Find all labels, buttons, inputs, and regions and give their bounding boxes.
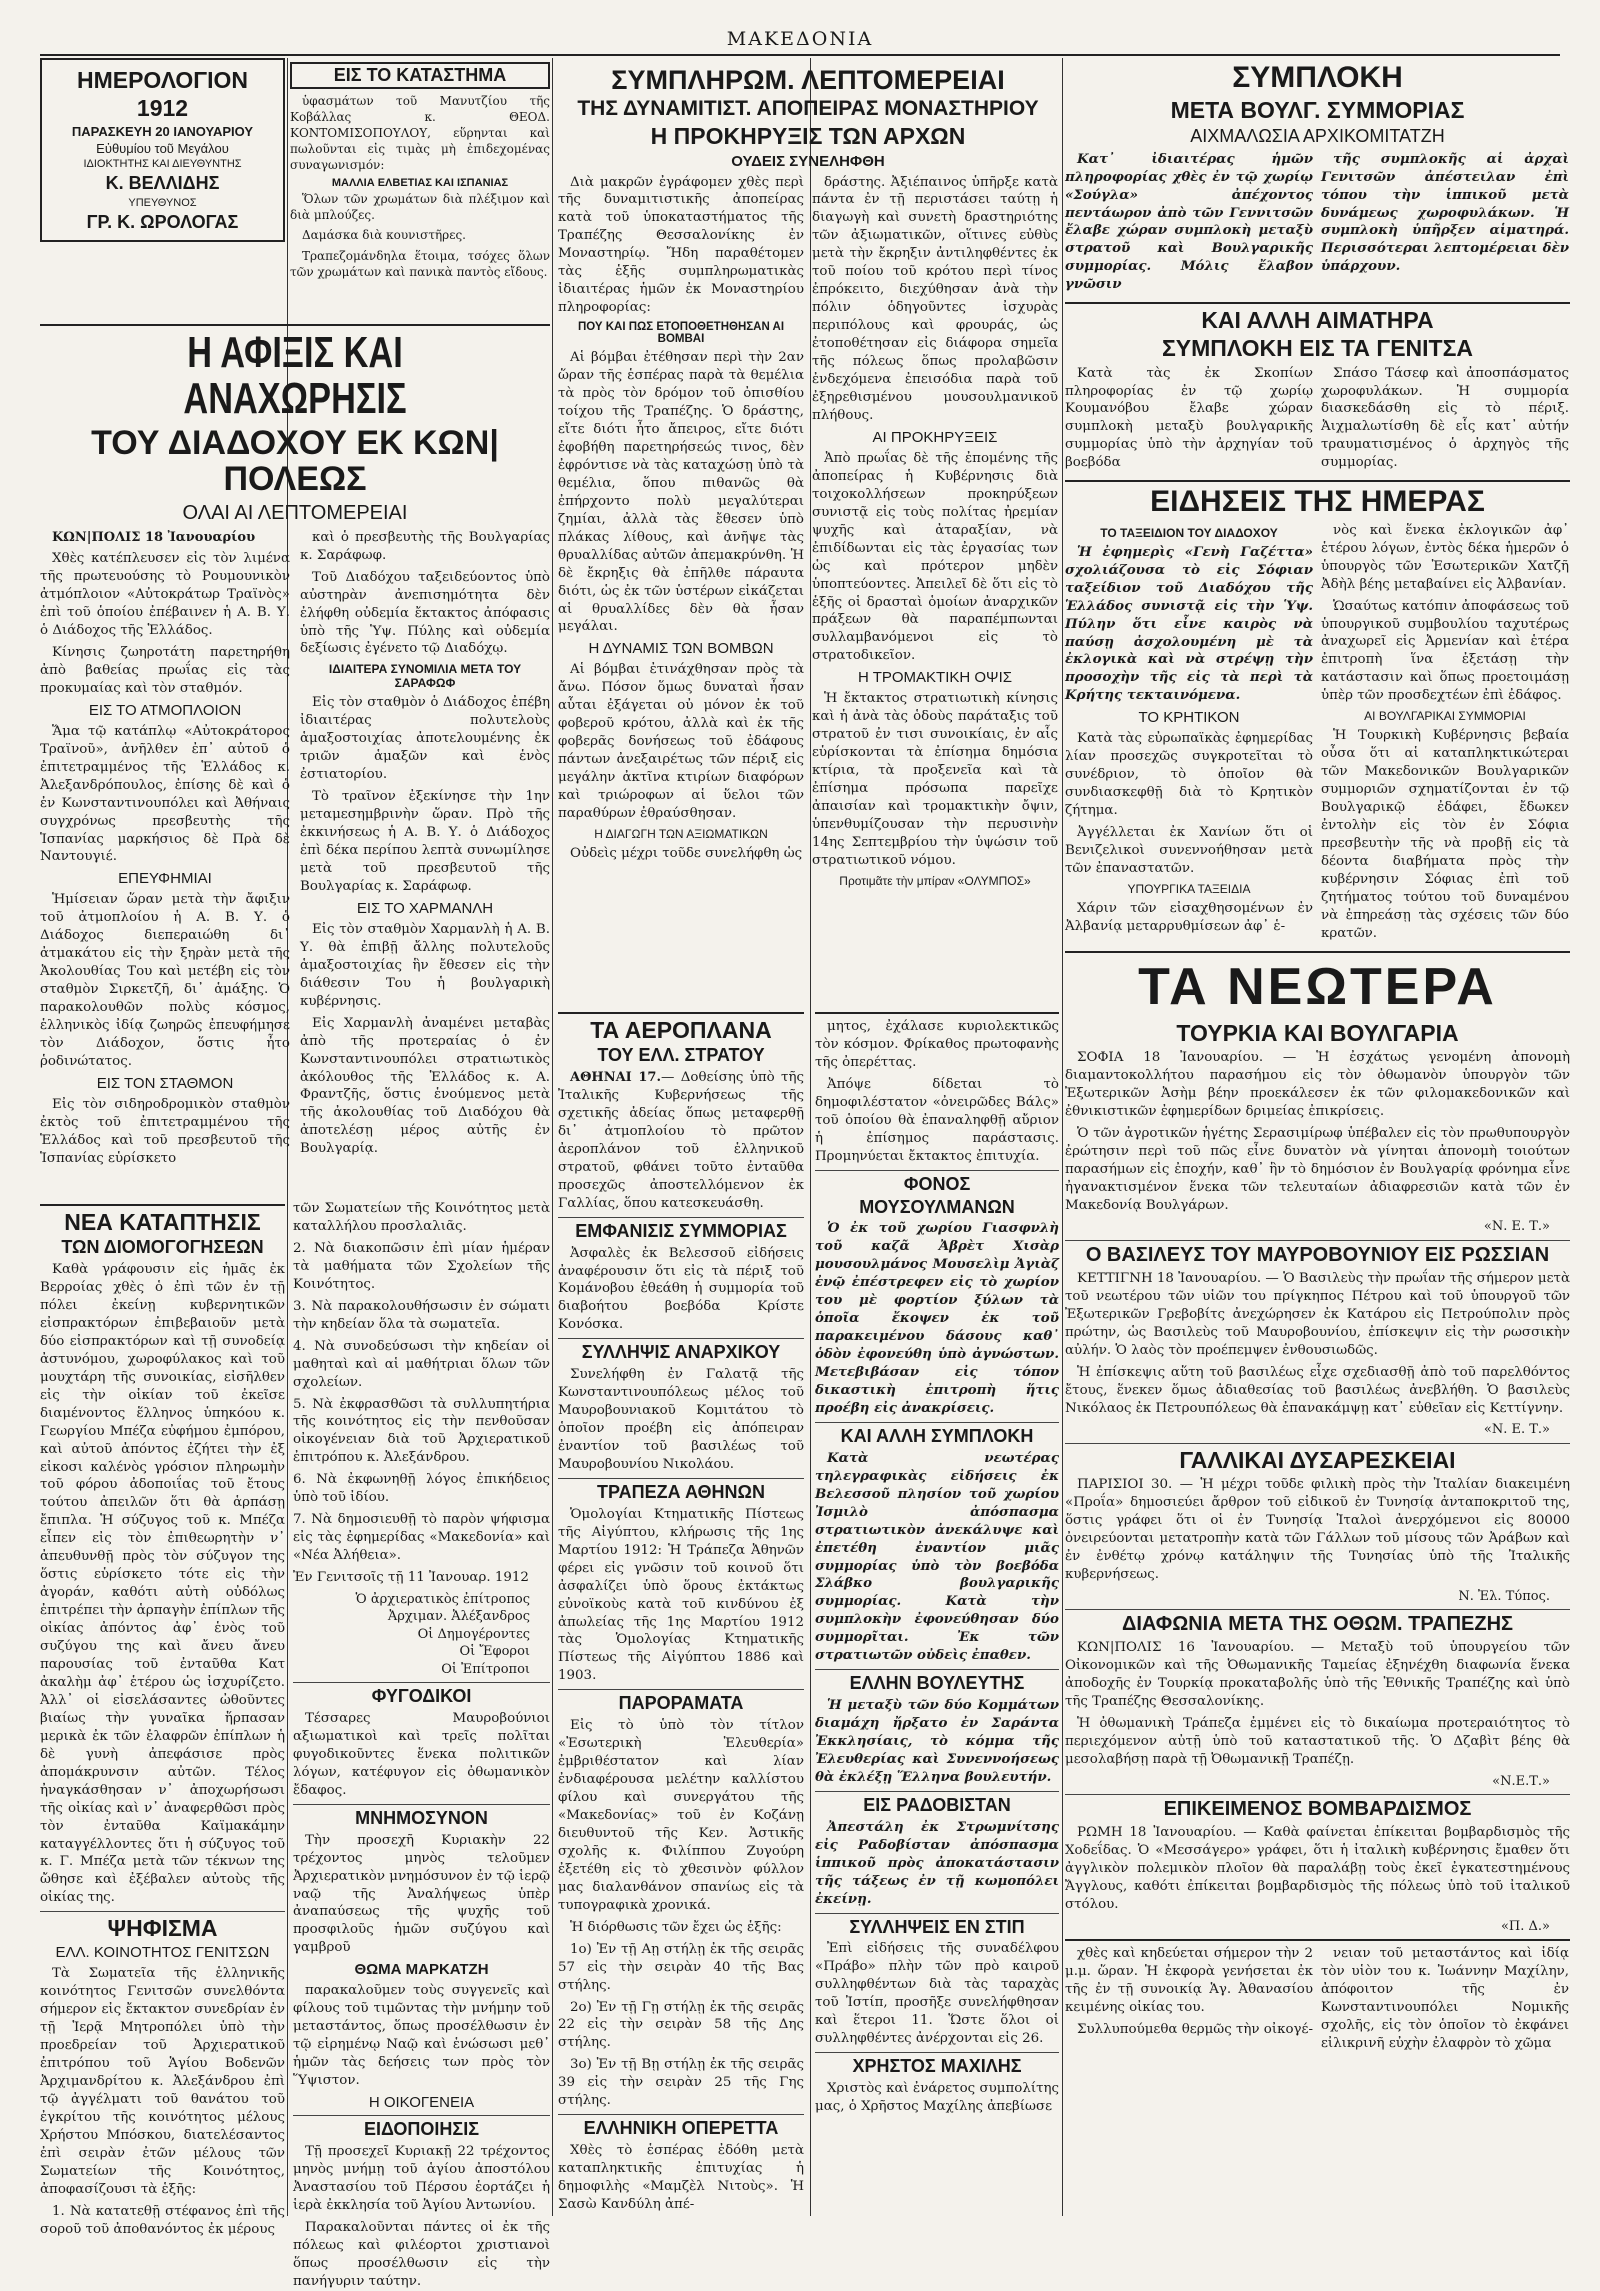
store-text: ὑφασμάτων τοῦ Μανυτζίου τῆς Κοβάλλας κ. ΘΕΟΔ. ΚΟΝΤΟΜΙΣΟΠΟΥΛΟΥ, εὕρηνται καὶ πωλοῦνται εἰς τιμὰς μὴ ἐπιδεχομένας συναγωνισμόν: — [290, 93, 550, 173]
turkey-paragraph: ΣΟΦΙΑ 18 Ἰανουαρίου. — Ἡ ἐσχάτως γενομένη ἀπονομὴ διαμαντοκολλήτου παρασήμου εἰς τὸν ὀθωμανὸν ὑπουργὸν τῶν Ἐξωτερικῶν Ἀσὴμ βέην προεκάλεσεν ἐκ τῶν φιλομακεδονικῶν καὶ ἐθνικιστικῶν ἐφημερίδων δριμείας ἐπικρίσεις. — [1065, 1049, 1570, 1119]
bloody-headline-2: ΣΥΜΠΛΟΚΗ ΕΙΣ ΤΑ ΓΕΝΙΤΣΑ — [1161, 335, 1474, 362]
arrivals-paragraph: Ἡμίσειαν ὥραν μετὰ τὴν ἄφιξιν τοῦ ἀτμοπλοίου ἡ Α. Β. Υ. ὁ Διάδοχος διεπεραιώθη δι᾽ ἀτμακάτου εἰς τὴν ξηρὰν μετὰ τῆς Ἀκολουθίας Του καὶ μετέβη εἰς τὸν σταθμὸν Σιρκετζῆ, δι᾽ ἁμάξης. Ὁ παρακολουθῶν πολὺς κόσμος, ἑλληνικὸς ἰδίᾳ ζωηρῶς ἐπευφήμησε τὸν Διάδοχον, ὅστις ἦτο ῥοδινώτατος. — [40, 892, 290, 1069]
column-5 — [1065, 58, 1570, 2216]
arrivals-headline: Η ΑΦΙΞΙΣ ΚΑΙ ΑΝΑΧΩΡΗΣΙΣ — [183, 328, 407, 424]
airplanes-continued: Ἀπόψε δίδεται τὸ δημοφιλέστατον «ὀνειρῶδες Βάλς» τοῦ ὁποίου θὰ ἐπαναληφθῇ αὔριον ἡ ἐπίσημος παράστασις. Προμηνύεται ἔκτακτος ἐπιτυχία. — [815, 1076, 1059, 1164]
decree-headline: ΨΗΦΙΣΜΑ — [107, 1915, 218, 1942]
column-rule — [552, 58, 553, 2216]
decree-signature: Οἱ Δημογέροντες — [417, 1626, 530, 1642]
arrivals-paragraph: Εἰς τὸν σταθμὸν ὁ Διάδοχος ἐπέβη ἰδιαιτέρας πολυτελοὺς ἁμαξοστοιχίας ἀποτελουμένης ἐκ τριῶν ἁμαξῶν καὶ ἑνὸς ἐστιατορίου. — [300, 695, 550, 783]
decree-paragraph: 1. Νὰ κατατεθῇ στέφανος ἐπὶ τῆς σοροῦ τοῦ ἀποθανόντος ἐκ μέρους — [40, 2203, 285, 2237]
king-paragraph: ΚΕΤΤΙΓΝΗ 18 Ἰανουαρίου. — Ὁ Βασιλεὺς τὴν πρωΐαν τῆς σήμερον μετὰ τοῦ νεωτέρου τῶν υἱῶν του πρίγκηπος Πέτρου καὶ τοῦ ὑπουργοῦ τῶν Ἐξωτερικῶν Γρεβοβίτς ἀνεχώρησεν ἐκ Κατάρου εἰς Πετρούπολιν πρὸς πρώτην, ὡς Βασιλεὺς τοῦ Μαυροβουνίου, ἐπίσκεψιν εἰς τὴν ρωσσικὴν αὐλήν. Ὁ λαὸς τὸν προέπεμψεν ἐνθουσιωδῶς. — [1065, 1270, 1570, 1358]
bombardment-paragraph: ΡΩΜΗ 18 Ἰανουαρίου. — Καθὰ φαίνεται ἐπίκειται βομβαρδισμὸς τῆς Χοδεΐδας. Ὁ «Μεσσάγερο» γράφει, ὅτι ἡ ἰταλικὴ κυβέρνησις ἔμαθεν ὅτι ἀγγλικὸν πολεμικὸν πλοῖον θὰ παραλάβῃ τοὺς ἐκεῖ ἐγκατεστημένους Ἄγγλους, καθότι ἐπίκειται βομβαρδισμὸς τῆς πόλεως ὑπὸ τοῦ ἰταλικοῦ στόλου. — [1065, 1825, 1570, 1913]
arrivals-dateline: ΚΩΝ|ΠΟΛΙΣ 18 Ἰανουαρίου — [52, 529, 256, 545]
king-source: «Ν. Ε. Τ.» — [1483, 1422, 1550, 1438]
operetta-headline: ΕΛΛΗΝΙΚΗ ΟΠΕΡΕΤΤΑ — [583, 2118, 779, 2139]
plot-paragraph: Αἱ βόμβαι ἐτινάχθησαν πρὸς τὰ ἄνω. Πόσον ὅμως δυναταὶ ἦσαν αὗται ἐξάγεται οὐ μόνον ἐκ τοῦ φοβεροῦ κρότου, ἀλλὰ καὶ ἐκ τῆς φοβερᾶς δονήσεως τοῦ ἐδάφους πάντων ἀνεξαιρέτως τῶν πέριξ εἰς μεγάλην ἀκτῖνα κτιρίων διαφόρων καὶ τριώροφων αἱ ὕελοι τῶν παραθύρων ἐθραύσθησαν. — [558, 662, 804, 822]
gang-paragraph: Ἀσφαλὲς ἐκ Βελεσσοῦ εἰδήσεις ἀναφέρουσιν ὅτι εἰς τὰ πέριξ τοῦ Κομάνοβου ἐθεάθη ἡ συμμορία τοῦ διαβοήτου βοεβόδα Κρίστε Κονόσκα. — [558, 1245, 804, 1333]
arrivals-paragraph: Εἰς Χαρμανλὴ ἀναμένει μεταβὰς ἀπὸ τῆς προτεραίας ὁ ἐν Κωνσταντινουπόλει στρατιωτικὸς ἀκόλουθος τῆς Ἑλλάδος κ. Α. Φραντζῆς, ὅστις ἑνούμενος μετὰ τῆς ἀκολουθίας τοῦ Διαδόχου θὰ ἀποτελέσῃ μέρος αὐτῆς ἐν Βουλγαρίᾳ. — [300, 1015, 550, 1157]
decree-item: 3. Νὰ παρακολουθήσωσιν ἐν σώματι τὴν κηδείαν ὅλα τὰ σωματεῖα. — [293, 1298, 550, 1332]
errata-item: 3ο) Ἐν τῇ Βῃ στήλῃ ἐκ τῆς σειρᾶς 39 εἰς τὴν σειρὰν 25 τῆς Γης στήλης. — [558, 2057, 804, 2109]
memorial-signature: Η ΟΙΚΟΓΕΝΕΙΑ — [368, 2094, 475, 2112]
french-source: Ν. Ἐλ. Τύπος. — [1458, 1588, 1550, 1604]
ottoman-bank-paragraph: ΚΩΝ|ΠΟΛΙΣ 16 Ἰανουαρίου. — Μεταξὺ τοῦ ὑπουργείου τῶν Οἰκονομικῶν καὶ τῆς Ὀθωμανικῆς Ταμείας ἐξηνέχθη διαφωνία ἕνεκα ἀποδοχῆς ἐν Τουρκίᾳ προκαταβολῆς ὑπὸ τῆς Ἐθνικῆς Τραπέζης καὶ ὑπὸ τῆς Τραπέζης Θεσσαλονίκης. — [1065, 1640, 1570, 1710]
news-paragraph: Κατὰ τὰς εὐρωπαϊκὰς ἐφημερίδας λίαν προσεχῶς συγκροτεῖται τὸ συνέδριον, τὸ ὁποῖον θὰ συνδιασκεφθῇ διὰ τὸ Κρητικὸν ζήτημα. — [1065, 731, 1313, 819]
errata-headline: ΠΑΡΟΡΑΜΑΤΑ — [618, 1693, 744, 1714]
radoviste-paragraph: Ἀπεστάλη ἐκ Στρωμνίτσης εἰς Ραδοβίσταν ἀπόσπασμα ἱππικοῦ πρὸς ἀποκατάστασιν τῆς τάξεως ἐν τῇ κωμοπόλει ἐκείνῃ. — [815, 1818, 1059, 1907]
plot-headline-2: ΤΗΣ ΔΥΝΑΜΙΤΙΣΤ. ΑΠΟΠΕΙΡΑΣ ΜΟΝΑΣΤΗΡΙΟΥ — [577, 97, 1039, 121]
murder-headline-2: ΜΟΥΣΟΥΛΜΑΝΩΝ — [859, 1196, 1015, 1217]
operetta-paragraph: Χθὲς τὸ ἑσπέρας ἐδόθη μετὰ καταπληκτικῆς ἐπιτυχίας ἡ δημοφιλὴς «Μαμζὲλ Νιτοὺς». Ἡ Σασὼ Κανδύλη ἀπέ- — [558, 2143, 804, 2212]
bloody-paragraph: Κατὰ τὰς ἐκ Σκοπίων πληροφορίας ἐν τῷ χωρίῳ Κουμανόβου ἔλαβε χώραν συμπλοκὴ μεταξὺ βουλγαρικῆς συμμορίας ὑπὸ τὴν ἀρχηγίαν τοῦ βοεβόδα — [1065, 365, 1313, 471]
decree-item: 5. Νὰ ἐκφρασθῶσι τὰ συλλυπητήρια τῆς κοινότητος εἰς τὴν πενθοῦσαν οἰκογένειαν διὰ τοῦ Ἀρχιερατικοῦ ἐπιτρόπου κ. Ἀλεξάνδρου. — [293, 1396, 550, 1466]
airplanes-paragraph: — Δοθείσης ὑπὸ τῆς Ἰταλικῆς Κυβερνήσεως τῆς σχετικῆς ἀδείας ὅπως μεταφερθῇ δι᾽ ἀτμοπλοίου τὸ πρῶτον ἀεροπλάνον τοῦ ἑλληνικοῦ στρατοῦ, φθάνει τοῦτο ἐνταῦθα προσεχῶς ἀποστελλόμενον ἐκ Γαλλίας, ὅπου κατεσκευάσθη. — [558, 1070, 804, 1211]
plot-section-head: ΑΙ ΠΡΟΚΗΡΥΞΕΙΣ — [872, 428, 998, 446]
machilis-continued: χθὲς καὶ κηδεύεται σήμερον τὴν 2 μ.μ. ὥραν. Ἡ ἐκφορὰ γενήσεται ἐκ τῆς ἐν τῇ συνοικίᾳ Ἁγ. Ἀθανασίου κειμένης οἰκίας του. — [1065, 1946, 1313, 2016]
plot-section-head: Η ΔΙΑΓΩΓΗ ΤΩΝ ΑΞΙΩΜΑΤΙΚΩΝ — [594, 826, 768, 841]
notice-headline: ΕΙΔΟΠΟΙΗΣΙΣ — [363, 2119, 480, 2140]
machilis-continued: Συλλυπούμεθα θερμῶς τὴν οἰκογέ- — [1077, 2022, 1314, 2038]
arrivals-paragraph: Ἅμα τῷ κατάπλῳ «Αὐτοκράτορος Τραϊνοῦ», ἀνῆλθεν ἐπ᾽ αὐτοῦ ὁ ἐπιτετραμμένος τῆς Ἑλλάδος κ. Ἀλεξανδρόπουλος, ἐπίσης δὲ καὶ ὁ ἐν Κωνσταντινουπόλει καὶ Ἀθήναις συγχρόνως πρεσβευτὴς τῆς Ἱσπανίας μαρκήσιος δὲ Πρὰ δὲ Ναντουγιέ. — [40, 723, 290, 865]
memorial-paragraph: παρακαλοῦμεν τοὺς συγγενεῖς καὶ φίλους τοῦ τιμῶντας τὴν μνήμην τοῦ μεταστάντος, ὅπως προσέλθωσιν ἐν τῷ εἰρημένῳ Ναῷ καὶ ἑνώσωσι μεθ᾽ ἡμῶν τὰς δεήσεις των πρὸς τὸν Ὕψιστον. — [293, 1983, 550, 2089]
news-paragraph: Ὡσαύτως κατόπιν ἀποφάσεως τοῦ ὑπουργικοῦ συμβουλίου ταχυτέρως ἀναχωρεῖ εἰς Ἀρμενίαν καὶ ἑτέρα ἐπιτροπὴ ἵνα ἐξετάσῃ τὴν κατάστασιν καὶ ὅπως προετοιμάσῃ ὑπὲρ τῶν προσδεχτέων ἐπὶ ἐδάφος. — [1321, 598, 1569, 704]
arrivals-section-head: ΕΙΣ ΤΟΝ ΣΤΑΘΜΟΝ — [96, 1074, 234, 1092]
machilis-paragraph: Χριστὸς καὶ ἐνάρετος συμπολίτης μας, ὁ Χρῆστος Μαχίλης ἀπεβίωσε — [815, 2081, 1059, 2114]
news-section-head: ΥΠΟΥΡΓΙΚΑ ΤΑΞΕΙΔΙΑ — [1127, 881, 1251, 896]
plot-paragraph: Οὐδεὶς μέχρι τοῦδε συνελήφθη ὡς — [570, 845, 803, 861]
news-headline: ΕΙΔΗΣΕΙΣ ΤΗΣ ΗΜΕΡΑΣ — [1150, 485, 1485, 519]
clash-subhead: ΑΙΧΜΑΛΩΣΙΑ ΑΡΧΙΚΟΜΙΤΑΤΖΗ — [1190, 125, 1445, 146]
arrivals-paragraph: Εἰς τὸν σταθμὸν Χαρμανλὴ ἡ Α. Β. Υ. θὰ ἐπιβῇ ἄλλης πολυτελοῦς ἁμαξοστοιχίας ἣν ἔθεσεν εἰς τὴν διάθεσιν Του ἡ βουλγαρικὴ κυβέρνησις. — [300, 921, 550, 1009]
strikes-headline: ΣΥΛΛΗΨΕΙΣ ΕΝ ΣΤΙΠ — [849, 1916, 1025, 1937]
latest-headline: ΤΑ ΝΕΩΤΕΡΑ — [1138, 957, 1497, 1016]
bombardment-headline: ΕΠΙΚΕΙΜΕΝΟΣ ΒΟΜΒΑΡΔΙΣΜΟΣ — [1163, 1798, 1472, 1821]
arrivals-section-head: ΙΔΙΑΙΤΕΡΑ ΣΥΝΟΜΙΛΙΑ ΜΕΤΑ ΤΟΥ ΣΑΡΑΦΩΦ — [328, 662, 522, 691]
news-section-head: ΤΟ ΚΡΗΤΙΚΟΝ — [1138, 709, 1240, 727]
airplanes-headline: ΤΑ ΑΕΡΟΠΛΑΝΑ — [590, 1017, 772, 1043]
memorial-headline: ΜΝΗΜΟΣΥΝΟΝ — [355, 1807, 488, 1828]
news-paragraph: Ἡ Τουρκικὴ Κυβέρνησις βεβαία οὖσα ὅτι αἱ καταπληκτικώτεραι τῶν Μακεδονικῶν Βουλγαρικῶν συμμοριῶν σχηματίζονται ἐν τῷ Βουλγαρικῷ ἐδάφει, ἔδωκεν ἐντολὴν εἰς τὸν ἐν Σόφια πρεσβευτὴν τῆς νὰ προβῇ εἰς τὰ δέοντα διαβήματα πρὸς τὴν κυβέρνησιν Σόφιας ἐπὶ τοῦ ζητήματος τούτου τοῦ δυναμένου νὰ ἐπηρεάσῃ τὰς σχέσεις τῶν δύο κρατῶν. — [1321, 728, 1569, 941]
store-text-2: Ὅλων τῶν χρωμάτων διὰ πλέξιμον καὶ διὰ μπλούζες. — [290, 192, 550, 223]
decree-item: 7. Νὰ δημοσιευθῇ τὸ παρὸν ψήφισμα εἰς τὰς ἐφημερίδας «Μακεδονία» καὶ «Νέα Ἀλήθεια». — [293, 1512, 550, 1564]
store-text-4: Τραπεζομάνδηλα ἕτοιμα, τσόχες ὅλων τῶν χρωμάτων καὶ πανικὰ παντὸς εἴδους. — [290, 248, 550, 279]
arrivals-paragraph: Εἰς τὸν σιδηροδρομικὸν σταθμὸν ἐκτὸς τοῦ ἐπιτετραμμένου τῆς Ἑλλάδος καὶ τοῦ πρεσβευτοῦ τῆς Ἱσπανίας εὑρίσκετο — [40, 1096, 290, 1166]
calendar-year: 1912 — [136, 95, 189, 122]
memorial-paragraph: Τὴν προσεχῆ Κυριακὴν 22 τρέχοντος μηνὸς τελοῦμεν Ἀρχιερατικὸν μνημόσυνον ἐν τῷ ἱερῷ ναῷ τῆς Ἀναλήψεως ὑπὲρ ἀναπαύσεως τῆς ψυχῆς τοῦ προσφιλοῦς ἡμῶν συζύγου καὶ γαμβροῦ — [293, 1832, 550, 1956]
new-cases-headline: ΝΕΑ ΚΑΤΑΠΤΗΣΙΣ — [64, 1209, 261, 1235]
arrivals-headline-2: ΤΟΥ ΔΙΑΔΟΧΟΥ ΕΚ ΚΩΝ|ΠΟΛΕΩΣ — [91, 424, 499, 499]
owner-label: ΙΔΙΟΚΤΗΤΗΣ ΚΑΙ ΔΙΕΥΘΥΝΤΗΣ — [83, 158, 242, 171]
beer-ad: Προτιμᾶτε τὴν μπίραν «ΟΛΥΜΠΟΣ» — [839, 873, 1031, 888]
column-rule — [1062, 58, 1063, 2216]
decree-item: 4. Νὰ συνοδεύσωσι τὴν κηδείαν οἱ μαθηταὶ καὶ αἱ μαθήτριαι ὅλων τῶν σχολείων. — [293, 1338, 550, 1390]
anarchist-paragraph: Συνελήφθη ἐν Γαλατᾷ τῆς Κωνσταντινουπόλεως μέλος τοῦ Μαυροβουνιακοῦ Κομιτάτου τὸ ὁποῖον προέβη εἰς ἀπόπειραν ἐναντίον τοῦ βασιλέως τοῦ Μαυροβουνίου Νικολάου. — [558, 1367, 804, 1472]
fugitives-paragraph: Τέσσαρες Μαυροβούνιοι αξιωματικοὶ καὶ τρεῖς πολῖται φυγοδικοῦντες ἕνεκα πολιτικῶν λόγων, κατέφυγον εἰς ὀθωμανικὸν ἔδαφος. — [293, 1710, 550, 1798]
machilis-headline: ΧΡΗΣΤΟΣ ΜΑΧΙΛΗΣ — [852, 2056, 1022, 2077]
ottoman-bank-headline: ΔΙΑΦΩΝΙΑ ΜΕΤΑ ΤΗΣ ΟΘΩΜ. ΤΡΑΠΕΖΗΣ — [1121, 1613, 1514, 1636]
decree-item: τῶν Σωματείων τῆς Κοινότητος μετὰ καταλλήλου προσλαλιᾶς. — [293, 1201, 550, 1234]
news-paragraph: Ἀγγέλλεται ἐκ Χανίων ὅτι οἱ Βενιζελικοὶ συνεννοήθησαν μετὰ τῶν ἐπαναστατῶν. — [1065, 825, 1313, 877]
bloody-paragraph: Σπάσο Τάσεφ καὶ ἀποσπάσματος χωροφυλάκων. Ἡ συμμορία διασκεδάσθη εἰς τὸ πέριξ. Ἀιχμαλωτίσθη δὲ εἷς κατ᾽ αὐτήν τραυματισμένος ὁ ἀρχηγὸς τῆς συμμορίας. — [1321, 365, 1569, 471]
news-paragraph: Χάριν τῶν εἰσαχθησομένων ἐν Ἀλβανίᾳ μεταρρυθμίσεων ἀφ᾽ ἑ- — [1065, 900, 1313, 934]
notice-paragraph: Παρακαλοῦνται πάντες οἱ ἐκ τῆς πόλεως καὶ φιλέορτοι χριστιανοὶ ὅπως προσέλθωσιν εἰς τὴν πανήγυριν ταύτην. — [293, 2219, 550, 2289]
store-sub: ΜΑΛΛΙΑ ΕΛΒΕΤΙΑΣ ΚΑΙ ΙΣΠΑΝΙΑΣ — [331, 177, 509, 190]
store-text-3: Δαμάσκα διὰ κουνιστῆρες. — [302, 228, 466, 243]
arrivals-section-head: ΕΙΣ ΤΟ ΧΑΡΜΑΝΛΗ — [356, 899, 494, 917]
another-clash-headline: ΚΑΙ ΑΛΛΗ ΣΥΜΠΛΟΚΗ — [840, 1425, 1034, 1446]
murder-headline: ΦΟΝΟΣ — [903, 1173, 971, 1194]
airplanes-headline-2: ΤΟΥ ΕΛΛ. ΣΤΡΑΤΟΥ — [597, 1045, 765, 1066]
plot-story — [558, 62, 1058, 1002]
turkey-source: «Ν. Ε. Τ.» — [1483, 1219, 1550, 1235]
plot-paragraph: Αἱ βόμβαι ἐτέθησαν περὶ τὴν 2αν ὥραν τῆς ἑσπέρας παρὰ τὰ θεμέλια τὰ πρὸς τὸν δρόμον τοῦ ὀπισθίου τοίχου τῆς Τραπέζης. Ὁ δράστης, εἴτε διότι ἦτο ἄπειρος, εἴτε διότι ἐφοβήθη παρετηρήσεώς τινος, δὲν ἐφρόντισε νὰ τὰς καταχώσῃ ὑπὸ τὰ θεμέλια, ὅπου πιθανῶς θὰ ἐπήρχοντο πολὺ μεγαλύτεραι ζημίαι, ἀλλὰ τὰς ἔθεσεν ὑπὸ πλάκας λίθους, καὶ ἀνῆψε τὰς θρυαλλίδας αὐτῶν ἀπεμακρύνθη. Ἡ δὲ ἔκρηξις θὰ ἐπῆλθε πάραυτα διότι, ὡς ἐκ τῶν ὑστέρων εἰκάζεται αἱ θρυαλλίδες δὲν θὰ ἦσαν μεγάλαι. — [558, 350, 804, 635]
turkey-paragraph: Ὁ τῶν ἀγροτικῶν ἡγέτης Σερασιμίρωφ ὑπέβαλεν εἰς τὸν πρωθυπουργὸν ἐρώτησιν περὶ τοῦ πῶς εἶνε δυνατὸν νὰ γίνηται ἀπονομὴ τοιούτων παρασήμων εἰς ἐποχήν, καθ᾽ ἣν τὸ δημόσιον ἐν Βουλγαρίᾳ φρόνημα εἶνε ἠγανακτισμένον ἕνεκα τῶν τελευταίων ἀδιαφρεσιῶν κατὰ τῶν ἐν Μακεδονίᾳ Βουλγάρων. — [1065, 1125, 1570, 1213]
arrivals-paragraph: Χθὲς κατέπλευσεν εἰς τὸν λιμένα τῆς πρωτευούσης τὸ Ρουμουνικὸν ἀτμόπλοιον «Αὐτοκράτωρ Τραϊνὸς» ἐπὶ τοῦ ὁποίου ἐπέβαινεν ἡ Α. Β. Υ. ὁ Διάδοχος τῆς Ἑλλάδος. — [40, 551, 290, 638]
news-paragraph: νὸς καὶ ἕνεκα ἐκλογικῶν ἀφ᾽ ἑτέρου λόγων, ἐντὸς δέκα ἡμερῶν ὁ ὑπουργὸς τῶν Ἐσωτερικῶν Χατζῆ Ἀδὴλ βέης μεταβαίνει εἰς Ἀλβανίαν. — [1321, 522, 1569, 592]
errata-paragraph: Ἡ διόρθωσις τῶν ἔχει ὡς ἑξῆς: — [570, 1919, 782, 1935]
french-paragraph: ΠΑΡΙΣΙΟΙ 30. — Ἡ μέχρι τοῦδε φιλικὴ πρὸς τὴν Ἰταλίαν διακειμένη «Προΐα» δημοσιεύει ἄρθρον τοῦ εἰδικοῦ ἐν Τυνησίᾳ ἀνταποκριτοῦ της, ὅστις γράφει ὅτι οἱ ἐν Τυνησίᾳ Ἰταλοὶ ἀνερχόμενοι εἰς 80000 ὀνειρεύονται μετατροπὴν κατὰ τῶν Γάλλων τοῦ μίσους τῶν Ἀράβων καὶ ἐν ἐνθέτῳ χρόνῳ κατάληψιν τῆς Τυνησίας ὑπὸ τῆς Ἰταλικῆς κυβερνήσεως. — [1065, 1477, 1570, 1582]
calendar-date: ΠΑΡΑΣΚΕΥΗ 20 ΙΑΝΟΥΑΡΙΟΥ — [71, 124, 254, 140]
news-section-head: ΑΙ ΒΟΥΛΓΑΡΙΚΑΙ ΣΥΜΜΟΡΙΑΙ — [1364, 709, 1526, 724]
arrivals-story — [40, 320, 550, 1190]
plot-section-head: Η ΔΥΝΑΜΙΣ ΤΩΝ ΒΟΜΒΩΝ — [588, 640, 774, 658]
errata-paragraph: Εἰς τὸ ὑπὸ τὸν τίτλον «Ἐσωτερικὴ Ἐλευθερία» ἐμβριθέστατον καὶ λίαν ἐνδιαφέρουσα μελέτην καλλίστου φίλου καὶ συνεργάτου τῆς «Μακεδονίας» τοῦ ἐν Κοζάνῃ διευθυντοῦ τῆς Κεν. Ἀστικῆς σχολῆς κ. Φιλίππου Ζυγούρη ἐξετέθη εἰς τὸ χθεσινὸν φύλλον μας διαλανθάνον σπανίως εἰς τὰ τυπογραφικὰ χρονικά. — [558, 1718, 804, 1913]
decree-signature: Οἱ Ἐπίτροποι — [441, 1661, 530, 1677]
murder-paragraph: Ὁ ἐκ τοῦ χωρίου Γιασφνλὴ τοῦ καζᾶ Ἀβρὲτ Χισὰρ μουσουλμάνος Μουσελὶμ Ἀγιὰζ ἐνῷ ἐπέστρεφεν εἰς τὸ χωρίον του μὲ φορτίον ξύλων τὰ ὁποῖα ἔκοψεν ἐκ τοῦ παρακειμένου δάσους καθ᾽ ὁδὸν ἐφονεύθη ὑπὸ ἀγνώστων. Μετεβιβάσαν εἰς τόπον δικαστικὴ ἐπιτροπὴ ἥτις προέβη εἰς ἀνακρίσεις. — [815, 1220, 1059, 1416]
clash-paragraph: τῆς συμπλοκῆς αἱ ἀρχαὶ Γενιτσῶν ἀπέστειλαν ἐπὶ τόπου τὴν ἱππικοῦ μετὰ δυνάμεως χωροφυλάκων. Ἡ συμπλοκὴ ὑπῆρξεν αἱματηρά. Περισσότεραι λεπτομέρειαι δὲν ὑπάρχουν. — [1321, 150, 1569, 275]
arrivals-section-head: ΕΠΕΥΦΗΜΙΑΙ — [118, 870, 212, 888]
clash-headline: ΣΥΜΠΛΟΚΗ — [1232, 61, 1403, 94]
decree-paragraph: Τὰ Σωματεῖα τῆς ἑλληνικῆς κοινότητος Γενιτσῶν συνελθόντα σήμερον εἰς ἔκτακτον συνεδρίαν ἐν τῇ Ἱερᾷ Μητροπόλει ὑπὸ τὴν προεδρείαν τοῦ Ἀρχιερατικοῦ ἐπιτρόπου τοῦ Ἁγίου Βοδενῶν Ἀρχιμανδρίτου κ. Ἀλεξάνδρου ἐπὶ τῷ ἀγγέλματι τοῦ θανάτου τοῦ ἐγκρίτου τῆς κοινότητος μέλους Χρήστου Μπόσκου, διατελέσαντος ἐπὶ σειρὰν ἐτῶν μέλους τῶν Σωματείων τῆς Κοινότητος, ἀποφασίζουσι τὰ ἑξῆς: — [40, 1966, 285, 2197]
ottoman-bank-paragraph: Ἡ ὀθωμανικὴ Τράπεζα ἐμμένει εἰς τὸ δικαίωμα προτεραιότητος τὸ περιεχόμενον αὐτῇ ὑπὸ τοῦ καταστατικοῦ τῆς. Ὁ Δζαβὶτ βέης θὰ μεσολαβήσῃ παρὰ τῇ Ὀθωμανικῇ Τραπέζῃ. — [1065, 1715, 1570, 1767]
plot-headline-3: Η ΠΡΟΚΗΡΥΞΙΣ ΤΩΝ ΑΡΧΩΝ — [650, 123, 966, 150]
arrivals-section-head: ΕΙΣ ΤΟ ΑΤΜΟΠΛΟΙΟΝ — [88, 701, 242, 719]
errata-item: 1ο) Ἐν τῇ Αῃ στήλῃ ἐκ τῆς σειρᾶς 57 εἰς τὴν σειρὰν 40 τῆς Βας στήλης. — [558, 1941, 804, 1993]
airplanes-dateline: ΑΘΗΝΑΙ 17. — [570, 1070, 661, 1086]
arrivals-paragraph: Τὸ τραῖνον ἐξεκίνησε τὴν 1ην μεταμεσημβρινὴν ὥραν. Πρὸ τῆς ἐκκινήσεως ἡ Α. Β. Υ. ὁ Διάδοχος ἐπὶ δέκα περίπου λεπτὰ συνωμίλησε μετὰ τοῦ πρεσβευτοῦ τῆς Βουλγαρίας κ. Σαράφωφ. — [300, 789, 550, 894]
another-clash-paragraph: Κατὰ νεωτέρας τηλεγραφικὰς εἰδήσεις ἐκ Βελεσσοῦ πλησίον τοῦ χωρίου Ἰσμιλὸ ἀπόσπασμα στρατιωτικὸν ἀνεκάλυψε καὶ ἐπετέθη ἐναντίον μιᾶς συμμορίας ὑπὸ τὸν βοεβόδα Σλάβκο βουλγαρικῆς συμμορίας. Κατὰ τὴν συμπλοκὴν ἐφονεύθησαν δύο συμμορῖται. Ἐκ τῶν στρατιωτῶν οὐδεὶς ἐπαθεν. — [815, 1449, 1059, 1664]
ottoman-bank-source: «Ν.Ε.Τ.» — [1492, 1773, 1550, 1789]
owner-name: Κ. ΒΕΛΛΙΔΗΣ — [105, 173, 220, 194]
column-2-lower — [293, 1200, 550, 2289]
decree-signature: Οἱ Ἔφοροι — [459, 1644, 530, 1660]
arrivals-subhead: ΟΛΑΙ ΑΙ ΛΕΠΤΟΜΕΡΕΙΑΙ — [182, 501, 408, 524]
plot-paragraph: δράστης. Ἀξιέπαινος ὑπῆρξε κατὰ πάντα ἐν τῇ περιστάσει ταύτῃ ἡ διαγωγὴ καὶ συνετὴ δραστηριότης τῶν ἀξιωματικῶν, οἵτινες εὐθὺς μετὰ τὴν ἔκρηξιν ἀντιληφθέντες ἐκ τοῦ ποίου τοῦ κρότου περὶ τίνος ἐπρόκειτο, διεχύθησαν ἀνὰ τὴν πόλιν ὁδηγοῦντες ἰσχυρὰς περιπόλους καὶ φρουράς, ὡς ἐτοποθέτησαν εἰς διάφορα σημεῖα τῆς πόλεως ὅπως προλαβῶσιν ἐνδεχόμενα ἐπεισόδια παρὰ τοῦ ἐξηρεθισμένου μουσουλμανικοῦ πλήθους. — [812, 174, 1058, 423]
store-title: ΕΙΣ ΤΟ ΚΑΤΑΣΤΗΜΑ — [290, 62, 550, 89]
calendar-box — [40, 58, 285, 242]
arrivals-paragraph: Κίνησις ζωηροτάτη παρετηρήθη ἀπὸ βαθείας πρωΐας εἰς τὰς προκυμαίας καὶ τὸν σταθμόν. — [40, 644, 290, 696]
french-headline: ΓΑΛΛΙΚΑΙ ΔΥΣΑΡΕΣΚΕΙΑΙ — [1179, 1446, 1456, 1473]
mp-headline: ΕΛΛΗΝ ΒΟΥΛΕΥΤΗΣ — [849, 1673, 1025, 1694]
plot-paragraph: Διὰ μακρῶν ἐγράφομεν χθὲς περὶ τῆς δυναμιτιστικῆς ἀποπείρας κατὰ τοῦ ὑποκαταστήματος τῆς Τραπέζης Θεσσαλονίκης ἐν Μοναστηρίῳ. Ἤδη παραθέτομεν τὰς ἑξῆς συμπληρωματικὰς ἰδιαιτέρας ἡμῶν ἐκ Μοναστηρίου πληροφορίας: — [558, 174, 804, 316]
fugitives-headline: ΦΥΓΟΔΙΚΟΙ — [371, 1686, 472, 1707]
strikes-paragraph: Ἐπὶ εἰδήσεις τῆς συναδέλφου «Πράβο» πλὴν τῶν πρὸ καιροῦ συλληφθέντων διὰ τὰς ταραχὰς τοῦ Ἰστίπ, προσῆξε συνελήφθησαν καὶ ἕτεροι 11. Ὥστε ὅλοι οἱ συλληφθέντες ἀνέρχονται εἰς 26. — [815, 1941, 1059, 2047]
king-paragraph: Ἡ ἐπίσκεψις αὕτη τοῦ βασιλέως εἶχε σχεδιασθῇ ἀπὸ τοῦ παρελθόντος ἔτους, ἕνεκεν ὅμως ἀδιαθεσίας τοῦ βασιλέως ἀνεβλήθη. Ὁ βασιλεὺς Νικόλαος ἐκ Πετρουπόλεως θὰ ἐπανακάμψῃ κατ᾽ εὐθεῖαν εἰς Κεττίγνην. — [1065, 1364, 1570, 1416]
king-headline: Ο ΒΑΣΙΛΕΥΣ ΤΟΥ ΜΑΥΡΟΒΟΥΝΙΟΥ ΕΙΣ ΡΩΣΣΙΑΝ — [1085, 1243, 1550, 1266]
masthead: ΜΑΚΕΔΟΝΙΑ — [40, 28, 1560, 56]
news-section-head: ΤΟ ΤΑΞΕΙΔΙΟΝ ΤΟΥ ΔΙΑΔΟΧΟΥ — [1100, 525, 1278, 540]
store-ad — [290, 58, 550, 279]
news-paragraph: Ἡ ἐφημερὶς «Γενὴ Γαζέττα» σχολιάζουσα τὸ εἰς Σόφιαν ταξείδιον τοῦ Διαδόχου τῆς Ἑλλάδος συνιστᾷ εἰς τὴν Ὑψ. Πύλην ὅτι εἶνε καιρὸς νὰ παύσῃ ἀσχολουμένη μὲ τὰ ἐκλογικὰ καὶ νὰ στρέψῃ τὴν προσοχὴν τῆς εἰς τὰ περὶ τὰ Κρήτης τεκταινόμενα. — [1065, 543, 1313, 704]
plot-paragraph: Ἀπὸ πρωΐας δὲ τῆς ἐπομένης τῆς ἀποπείρας ἡ Κυβέρνησις διὰ τοιχοκολλήσεων προκηρύξεων συνιστᾷ εἰς τοὺς πολίτας ἠρεμίαν ψυχῆς καὶ ἀταραξίαν, νὰ ἐπιδίδωνται εἰς τὰς ἐργασίας των ὡς καὶ πρότερον μηδὲν ὑποπτεύοντες. Ἀπειλεῖ δὲ ὅτι εἰς τὸ ἑξῆς οἱ δρασταὶ ὁμοίων ἀναρχικῶν πράξεων θὰ παραπέμπωνται συλλαμβανόμενοι εἰς τὸ στρατοδικεῖον. — [812, 450, 1058, 664]
calendar-saint: Εὐθυμίου τοῦ Μεγάλου — [96, 141, 229, 157]
airplanes-continued: μητος, ἐχάλασε κυριολεκτικῶς τὸν κόσμον. Φρίκαθος πρωτοφανὴς τῆς ὀπερέττας. — [815, 1019, 1059, 1070]
plot-headline: ΣΥΜΠΛΗΡΩΜ. ΛΕΠΤΟΜΕΡΕΙΑΙ — [611, 65, 1005, 95]
arrivals-paragraph: Τοῦ Διαδόχου ταξειδεύοντος ὑπὸ αὐστηρὰν ἀνεπισημότητα δὲν ἐλήφθη οὐδεμία ἔκτακτος ἀπόφασις ὑπὸ τῆς Ὑψ. Πύλης καὶ οὐδεμία δεξίωσις ἐγένετο τῷ Διαδόχῳ. — [300, 569, 550, 657]
new-cases-paragraph: Καθὰ γράφουσιν εἰς ἡμᾶς ἐκ Βερροίας χθὲς ὁ ἐπὶ τῶν ἐν τῇ πόλει ἐκείνῃ κυβερνητικῶν εἰσπρακτόρων ἐπιβεβαιοῦν μετὰ δύο εἰσπρακτόρων καὶ τῇ συνοδείᾳ ἀστυνόμου, χωροφύλακος καὶ τοῦ μουχτάρη τῆς συνοικίας, εἰσῆλθεν εἰς τὴν οἰκίαν τοῦ ἐκεῖσε διαμένοντος ἕλληνος ὑπηκόου κ. Γεωργίου Μπέζα εὐφήμου ἐμπόρου, καὶ αὐτοῦ ἀπόντος ἐζήτει τὴν ἐξ εἰκοσι καλένὸς γρόσιον πληρωμὴν τοῦ φόρου ἀδοποιΐας τοῦ ἔτους τούτου ἀπειλῶν ὅτι θὰ ἁρπάσῃ ἔπιπλα. Ἡ σύζυγος τοῦ κ. Μπέζα εἶπεν εἰς τὸν ἐπιθεωρητὴν ν᾽ ἀπευθυνθῇ πρὸς τὸν σύζυγον της ὅστις εὑρίσκετο τότε εἰς τὴν ἀγοράν, καθότι αὐτὴ οὐδόλως ἐπιτρέπει τὴν ἁρπαγὴν ἐπίπλων τῆς οἰκίας ἀπόντος ἀφ᾽ ἑνὸς τοῦ συζύγου της καὶ ἄνευ ἄνευ παρουσίας τοῦ ἐνταῦθα Κατ ἀκαλὴμ ἀφ᾽ ἑτέρου ὡς ἰσχυρίζετο. Ἀλλ᾽ οἱ εἰσελάσαντες ὠθοῦντες βιαίως τὴν γυναῖκα ἥρπασαν μερικὰ ἐκ τῶν ἐλαφρῶν ἐπίπλων ἡ δὲ γυνὴ ἀπεφάσισε πρὸς ἀπομάκρυνσιν αὐτῶν. Τέλος ἠναγκάσθησαν ν᾽ ἀποχωρήσωσι τῆς οἰκίας καὶ ν᾽ ἀναφερθῶσι πρὸς τὸν ἐνταῦθα Καϊμακάμην καταγγέλλοντες ὅτι ἡ σύζυγος τοῦ κ. Γ. Μπέζα μετὰ τῶν τέκνων της ὤθησε καὶ ἐξέβαλεν αὐτοὺς τῆς οἰκίας της. — [40, 1262, 285, 1906]
column-3-lower — [558, 1008, 804, 2216]
plot-paragraph: Ἡ ἔκτακτος στρατιωτικὴ κίνησις καὶ ἡ ἀνὰ τὰς ὁδοὺς παράταξις τοῦ στρατοῦ ἐν τισι συνοικίαις, ἐν αἷς εὑρίσκονται τὰ ἐπίσημα δημόσια κτίρια, τὰ προξενεῖα καὶ τὰ ἐπίσημα πρόσωπα παρεῖχε ἀπαισίαν καὶ τρομακτικὴν ὄψιν, ὑπενθυμίζουσαν τὴν περυσινὴν 14ης Σεπτεμβρίου τὴν ὑψώσιν τοῦ στρατιωτικοῦ νόμου. — [812, 691, 1058, 868]
clash-headline-2: ΜΕΤΑ ΒΟΥΛΓ. ΣΥΜΜΟΡΙΑΣ — [1170, 96, 1465, 123]
mp-paragraph: Ἡ μεταξὺ τῶν δύο Κομμάτων διαμάχη ἤρξατο ἐν Σαράντα Ἐκκλησίαις, τὸ κόμμα τῆς Ἐλευθερίας καὶ Συνεννοήσεως θὰ ἐκλέξῃ Ἕλληνα βουλευτήν. — [815, 1697, 1059, 1785]
resp-name: ΓΡ. Κ. ΩΡΟΛΟΓΑΣ — [86, 212, 239, 233]
column-4-lower — [815, 1008, 1059, 2216]
anarchist-headline: ΣΥΛΛΗΨΙΣ ΑΝΑΡΧΙΚΟΥ — [581, 1342, 781, 1363]
plot-section-head: ΠΟΥ ΚΑΙ ΠΩΣ ΕΤΟΠΟΘΕΤΗΘΗΣΑΝ ΑΙ ΒΟΜΒΑΙ — [577, 321, 785, 346]
resp-label: ΥΠΕΥΘΥΝΟΣ — [128, 197, 197, 210]
bank-paragraph: Ὁμολογίαι Κτηματικῆς Πίστεως τῆς Αἰγύπτου, κλήρωσις τῆς 1ης Μαρτίου 1912: Ἡ Τράπεζα Ἀθηνῶν φέρει εἰς γνῶσιν τοῦ κοινοῦ ὅτι ἀσφαλίζει ὑπὸ ὅρους ἐκτάκτως εὐνοϊκοὺς κατὰ τοῦ κινδύνου ἐξ ἀπωλείας τῆς 1ης Μαρτίου 1912 τὰς Ὁμολογίας Κτηματικῆς Πίστεως τῆς Αἰγύπτου 1886 καὶ 1903. — [558, 1506, 804, 1684]
bombardment-source: «Π. Δ.» — [1500, 1919, 1550, 1934]
clash-paragraph: Κατ᾽ ἰδιαιτέρας ἡμῶν πληροφορίας χθὲς ἐν τῷ χωρίῳ «Σούγλα» ἀπέχοντος πεντάωρον ἀπὸ τῶν Γεννιτσῶν ἔλαβε χώραν συμπλοκὴ μεταξὺ στρατοῦ καὶ Βουλγαρικῆς συμμορίας. Μόλις ἔλαβον γνῶσιν — [1065, 150, 1313, 293]
calendar-title: ΗΜΕΡΟΛΟΓΙΟΝ — [76, 67, 249, 93]
decree-signature: Ἀρχιμαν. Ἀλέξανδρος — [387, 1609, 530, 1625]
bloody-headline: ΚΑΙ ΑΛΛΗ ΑΙΜΑΤΗΡΑ — [1201, 307, 1434, 334]
errata-item: 2ο) Ἐν τῇ Γῃ στήλῃ ἐκ τῆς σειρᾶς 22 εἰς τὴν σειρὰν 58 τῆς Δης στήλης. — [558, 1999, 804, 2051]
machilis-continued: νειαν τοῦ μεταστάντος καὶ ἰδίᾳ τὸν υἱὸν του κ. Ἰωάννην Μαχίλην, ἀπόφοιτον τῆς ἐν Κωνσταντινουπόλει Νομικῆς σχολῆς, εἰς τὸν ὁποῖον τὸ ἐκφάνει εἰλικρινῆ εὐχὴν ἐλαφρὸν τὸ χῶμα — [1321, 1946, 1569, 2052]
decree-item: 6. Νὰ ἐκφωνηθῇ λόγος ἐπικήδειος ὑπὸ τοῦ ἰδίου. — [293, 1472, 550, 1506]
memorial-name: ΘΩΜΑ ΜΑΡΚΑΤΖΗ — [354, 1961, 489, 1979]
radoviste-headline: ΕΙΣ ΡΑΔΟΒΙΣΤΑΝ — [863, 1794, 1011, 1815]
turkey-headline: ΤΟΥΡΚΙΑ ΚΑΙ ΒΟΥΛΓΑΡΙΑ — [1176, 1019, 1459, 1046]
bank-headline: ΤΡΑΠΕΖΑ ΑΘΗΝΩΝ — [597, 1481, 765, 1502]
notice-paragraph: Τῇ προσεχεῖ Κυριακῇ 22 τρέχοντος μηνὸς μνήμῃ τοῦ ἁγίου ἀποστόλου Ἀναστασίου τοῦ Πέρσου ἑορτάζει ἡ ἱερὰ ἐκκλησία τοῦ Ἁγίου Ἀντωνίου. — [293, 2143, 550, 2213]
column-1-lower — [40, 1200, 285, 2237]
new-cases-headline-2: ΤΩΝ ΔΙΟΜΟΓΟΓΗΣΕΩΝ — [61, 1237, 264, 1258]
decree-item: 2. Νὰ διακοπῶσιν ἐπὶ μίαν ἡμέραν τὰ μαθήματα τῶν Σχολείων τῆς Κοινότητος. — [293, 1240, 550, 1292]
decree-subhead: ΕΛΛ. ΚΟΙΝΟΤΗΤΟΣ ΓΕΝΙΤΣΩΝ — [55, 1944, 270, 1962]
decree-signature: Ὁ ἀρχιερατικὸς ἐπίτροπος — [355, 1592, 530, 1608]
decree-date: Ἐν Γενιτσοῖς τῇ 11 Ἰανουαρ. 1912 — [293, 1570, 529, 1586]
plot-section-head: Η ΤΡΟΜΑΚΤΙΚΗ ΟΨΙΣ — [857, 669, 1013, 687]
plot-subhead: ΟΥΔΕΙΣ ΣΥΝΕΛΗΦΘΗ — [731, 152, 885, 170]
arrivals-paragraph: καὶ ὁ πρεσβευτὴς τῆς Βουλγαρίας κ. Σαράφωφ. — [300, 529, 550, 563]
gang-headline: ΕΜΦΑΝΙΣΙΣ ΣΥΜΜΟΡΙΑΣ — [575, 1220, 787, 1241]
